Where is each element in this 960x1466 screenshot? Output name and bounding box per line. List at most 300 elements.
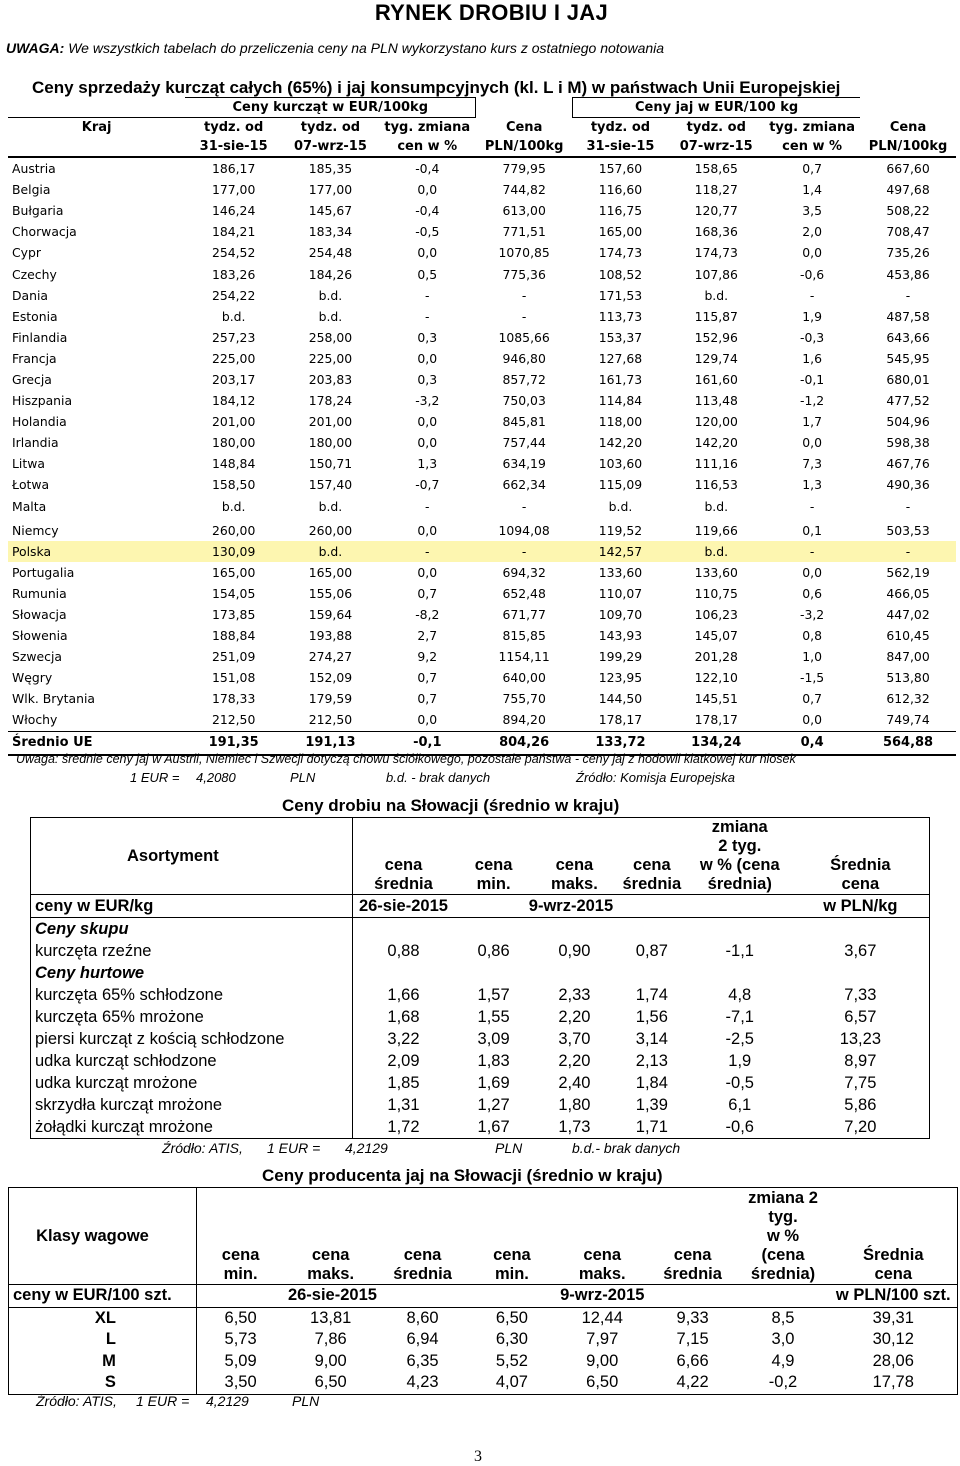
source-note: Źródło: ATIS, xyxy=(36,1393,117,1409)
table-cell: 755,70 xyxy=(502,691,546,707)
table-cell: 7,86 xyxy=(314,1330,347,1349)
section-label: Ceny hurtowe xyxy=(31,962,353,984)
table-cell: 640,00 xyxy=(502,670,546,686)
weight-class: M xyxy=(9,1351,197,1373)
table-cell: 118,00 xyxy=(598,414,643,430)
table-cell: 5,09 xyxy=(224,1351,257,1370)
table-row xyxy=(31,1072,930,1094)
table-cell: b.d. xyxy=(282,541,379,562)
table-cell: 0,0 xyxy=(417,245,438,261)
table-cell: b.d. xyxy=(318,287,343,303)
table-cell: 1,80 xyxy=(558,1095,591,1114)
table-cell: 107,86 xyxy=(694,266,738,282)
slovakia-poultry-table xyxy=(30,817,930,1139)
notice-text: We wszystkich tabelach do przeliczenia ceny na PLN wykorzystano kurs z ostatniego notowania xyxy=(68,40,665,56)
table-cell: 0,0 xyxy=(417,435,438,451)
table-cell: 178,24 xyxy=(308,393,353,409)
table-cell: 116,60 xyxy=(598,182,643,198)
weight-class-column-header: Klasy wagowe xyxy=(9,1188,197,1285)
product-name: kurczęta 65% schłodzone xyxy=(31,984,353,1006)
table-cell: - xyxy=(905,498,911,514)
table-cell: 1,71 xyxy=(616,1116,688,1139)
table-cell: 201,00 xyxy=(211,414,256,430)
rate-label: 1 EUR = xyxy=(267,1140,321,1156)
table-row xyxy=(8,411,956,432)
column-header: Średnia cena xyxy=(792,818,930,895)
table-cell: 171,53 xyxy=(598,287,643,303)
table-cell: 185,35 xyxy=(308,161,353,177)
country-name: Holandia xyxy=(12,414,67,430)
table-cell: 610,45 xyxy=(886,628,930,644)
table-cell: 150,71 xyxy=(308,456,353,472)
table-cell: 857,72 xyxy=(502,371,546,387)
table-cell: 165,00 xyxy=(598,224,643,240)
table-cell: 186,17 xyxy=(211,161,256,177)
table-cell: 118,27 xyxy=(694,182,738,198)
table-cell: b.d. xyxy=(318,498,343,514)
table-cell: 1094,08 xyxy=(498,522,550,538)
table-cell: 165,00 xyxy=(308,564,353,580)
rate-value: 4,2080 xyxy=(196,770,236,785)
table-cell: b.d. xyxy=(221,308,246,324)
table-cell: - xyxy=(425,498,430,514)
country-name: Czechy xyxy=(12,266,57,282)
table-cell: 1,84 xyxy=(635,1073,668,1092)
table-cell: -0,3 xyxy=(800,329,825,345)
table-cell: 6,50 xyxy=(284,1372,377,1394)
rate-currency: PLN xyxy=(292,1393,320,1409)
column-header: Średnia cena xyxy=(829,1188,957,1285)
table-cell: 562,19 xyxy=(886,564,930,580)
table-cell: 771,51 xyxy=(502,224,546,240)
table-cell: - xyxy=(521,287,527,303)
table-cell: 4,23 xyxy=(377,1372,468,1394)
country-name: Wlk. Brytania xyxy=(12,691,96,707)
table-cell: -1,1 xyxy=(725,941,754,960)
table-row xyxy=(8,709,956,731)
table-cell: 191,35 xyxy=(185,731,282,755)
table-cell: 203,17 xyxy=(211,371,256,387)
table-cell: 0,87 xyxy=(635,941,668,960)
country-name: Irlandia xyxy=(12,435,59,451)
table-cell: -0,1 xyxy=(379,731,476,755)
table-cell: 3,14 xyxy=(635,1029,668,1048)
table-cell: -1,2 xyxy=(800,393,825,409)
table-cell: 0,88 xyxy=(387,941,420,960)
table-cell: 1,85 xyxy=(387,1073,420,1092)
table-cell: 662,34 xyxy=(502,477,546,493)
table-cell: 845,81 xyxy=(502,414,546,430)
table-cell: 7,20 xyxy=(792,1116,930,1139)
table-cell: 183,26 xyxy=(211,266,256,282)
eu-average-row xyxy=(8,731,956,755)
table-cell: 113,73 xyxy=(598,308,643,324)
table-cell: 120,00 xyxy=(694,414,738,430)
rate-value: 4,2129 xyxy=(345,1140,388,1156)
table-cell: 6,57 xyxy=(792,1006,930,1028)
table-cell: 103,60 xyxy=(598,456,643,472)
date-header: 26-sie-2015 xyxy=(196,1285,468,1308)
table-cell: 145,67 xyxy=(308,203,353,219)
table-row xyxy=(8,453,956,474)
table-cell: -0,4 xyxy=(415,161,440,177)
date-header: 9-wrz-2015 xyxy=(454,895,688,918)
column-header: zmiana 2 tyg. w % (cena średnia) xyxy=(688,818,792,895)
unit-label: ceny w EUR/100 szt. xyxy=(9,1285,197,1308)
table-cell: 0,0 xyxy=(417,182,438,198)
table-cell: 180,00 xyxy=(308,435,353,451)
table-cell: 133,72 xyxy=(573,731,669,755)
table-cell: 6,1 xyxy=(728,1095,752,1114)
date-header: 26-sie-2015 xyxy=(352,895,454,918)
table-cell: 6,30 xyxy=(495,1330,528,1349)
table-cell: 0,0 xyxy=(417,522,438,538)
table-cell: 775,36 xyxy=(502,266,546,282)
column-subheader: 31-sie-15 xyxy=(573,137,669,157)
table-row xyxy=(31,1116,930,1139)
table-cell: 0,0 xyxy=(417,712,438,728)
table-cell: 133,60 xyxy=(694,564,738,580)
table-cell: 1,0 xyxy=(802,649,822,665)
table-cell: 134,24 xyxy=(668,731,764,755)
table-cell: 12,44 xyxy=(581,1308,623,1327)
column-subheader: 07-wrz-15 xyxy=(282,137,379,157)
table-cell: -0,6 xyxy=(800,266,825,282)
table-cell: 744,82 xyxy=(502,182,546,198)
table-cell: -3,2 xyxy=(415,393,440,409)
table-row xyxy=(8,583,956,604)
table-cell: 145,07 xyxy=(694,628,738,644)
country-name: Portugalia xyxy=(12,564,75,580)
table-cell: 129,74 xyxy=(694,350,738,366)
table-cell: 490,36 xyxy=(886,477,930,493)
table-cell: 946,80 xyxy=(502,350,546,366)
egg-class-rows xyxy=(9,1307,958,1394)
table-cell: 1,56 xyxy=(635,1007,668,1026)
table-cell: 9,33 xyxy=(676,1308,709,1327)
table-cell: 260,00 xyxy=(211,522,256,538)
country-name: Polska xyxy=(8,541,185,562)
country-name: Malta xyxy=(12,498,47,514)
table-cell: 225,00 xyxy=(308,350,353,366)
table-cell: 116,75 xyxy=(598,203,643,219)
country-name: Węgry xyxy=(12,670,53,686)
table-cell: 180,00 xyxy=(211,435,256,451)
table-cell: 2,0 xyxy=(802,224,822,240)
unit-label: ceny w EUR/kg xyxy=(31,895,353,918)
table-cell: 0,7 xyxy=(417,691,438,707)
table-cell: 804,26 xyxy=(476,731,573,755)
product-name: kurczęta 65% mrożone xyxy=(31,1006,353,1028)
table-cell: 7,33 xyxy=(792,984,930,1006)
table-cell: 28,06 xyxy=(829,1351,957,1373)
table-row xyxy=(8,474,956,495)
table-cell: 178,17 xyxy=(694,712,738,728)
table-cell: -1,5 xyxy=(800,670,825,686)
table-cell: 201,00 xyxy=(308,414,353,430)
table-cell: 179,59 xyxy=(308,691,353,707)
rate-label: 1 EUR = xyxy=(130,770,180,785)
table-cell: 497,68 xyxy=(886,182,930,198)
table-cell: -0,4 xyxy=(415,203,440,219)
table-cell: 127,68 xyxy=(598,350,643,366)
unit-pln-label: w PLN/kg xyxy=(792,895,930,918)
table-cell: - xyxy=(860,541,956,562)
table-row xyxy=(8,242,956,263)
table-row xyxy=(8,263,956,284)
table-cell: 508,22 xyxy=(886,203,930,219)
table-cell: 115,09 xyxy=(598,477,643,493)
table-cell: 130,09 xyxy=(185,541,282,562)
table-cell: 152,09 xyxy=(308,670,353,686)
table-cell: 1,3 xyxy=(802,477,822,493)
table-cell: 1,6 xyxy=(802,350,822,366)
table-cell: 5,86 xyxy=(792,1094,930,1116)
table-cell: 184,21 xyxy=(211,224,256,240)
table-cell: 1,9 xyxy=(802,308,822,324)
table-cell: 694,32 xyxy=(502,564,546,580)
table-cell: 113,48 xyxy=(694,393,738,409)
country-name: Słowacja xyxy=(12,607,67,623)
table-cell: 0,0 xyxy=(417,414,438,430)
table-cell: 1,9 xyxy=(728,1051,752,1070)
table-cell: 120,77 xyxy=(694,203,738,219)
table-cell: 158,50 xyxy=(211,477,256,493)
table-row xyxy=(8,285,956,306)
table-cell: 7,75 xyxy=(792,1072,930,1094)
table-cell: 148,84 xyxy=(211,456,256,472)
table-cell: 110,07 xyxy=(598,585,643,601)
table-row xyxy=(8,179,956,200)
table-cell: 1,83 xyxy=(477,1051,510,1070)
notice-label: UWAGA: xyxy=(6,40,65,56)
table-cell: - xyxy=(379,541,476,562)
table-row xyxy=(8,604,956,625)
table-row xyxy=(8,625,956,646)
average-label: Średnio UE xyxy=(8,731,185,755)
table-cell: 2,13 xyxy=(635,1051,668,1070)
unit-pln-label: w PLN/100 szt. xyxy=(829,1285,957,1308)
country-name: Francja xyxy=(12,350,57,366)
table-cell: 2,20 xyxy=(558,1007,591,1026)
table-cell: -0,6 xyxy=(688,1116,792,1139)
table-cell: 1085,66 xyxy=(498,329,550,345)
table-cell: 1,69 xyxy=(477,1073,510,1092)
table-cell: 503,53 xyxy=(886,522,930,538)
table-cell: - xyxy=(476,541,573,562)
table-cell: 4,8 xyxy=(728,985,752,1004)
purchase-prices-rows xyxy=(31,940,930,962)
rate-label: 1 EUR = xyxy=(136,1393,190,1409)
column-header: Cena xyxy=(505,119,543,135)
table-cell: 161,60 xyxy=(694,371,738,387)
table-cell: 735,26 xyxy=(886,245,930,261)
weight-class: XL xyxy=(9,1307,197,1329)
column-subheader: 31-sie-15 xyxy=(185,137,282,157)
table-cell: 178,17 xyxy=(598,712,643,728)
table-cell: 116,53 xyxy=(694,477,738,493)
table-row xyxy=(9,1307,958,1329)
table-cell: 155,06 xyxy=(308,585,353,601)
table-cell: 757,44 xyxy=(502,435,546,451)
table-cell: 0,86 xyxy=(477,941,510,960)
country-name: Rumunia xyxy=(12,585,67,601)
table-cell: 144,50 xyxy=(598,691,643,707)
table-cell: 13,81 xyxy=(310,1308,352,1327)
table-cell: 6,50 xyxy=(556,1372,649,1394)
table-row xyxy=(31,940,930,962)
table-cell: 612,32 xyxy=(886,691,930,707)
table-cell: 258,00 xyxy=(308,329,353,345)
table-cell: 17,78 xyxy=(829,1372,957,1394)
table-cell: 749,74 xyxy=(886,712,930,728)
table-row xyxy=(8,306,956,327)
table-cell: 894,20 xyxy=(502,712,546,728)
table-cell: 0,5 xyxy=(417,266,438,282)
table-cell: 1,39 xyxy=(635,1095,668,1114)
table-cell: -0,5 xyxy=(415,224,440,240)
table-cell: 168,36 xyxy=(694,224,738,240)
table-cell: - xyxy=(905,287,911,303)
column-header: tydz. od xyxy=(300,120,361,135)
table-cell: 146,24 xyxy=(211,203,256,219)
column-header: cena maks. xyxy=(533,818,616,895)
table-cell: 1,31 xyxy=(387,1095,420,1114)
table-cell: 161,73 xyxy=(598,371,643,387)
table-cell: 1,57 xyxy=(477,985,510,1004)
table-cell: 122,10 xyxy=(694,670,738,686)
table-cell: 145,51 xyxy=(694,691,738,707)
table-cell: -0,1 xyxy=(800,371,825,387)
table-cell: 39,31 xyxy=(829,1307,957,1329)
rate-value: 4,2129 xyxy=(206,1393,249,1409)
table-cell: 254,22 xyxy=(211,287,256,303)
table-cell: 109,70 xyxy=(598,607,643,623)
country-name: Niemcy xyxy=(12,522,59,538)
table-cell: 7,3 xyxy=(802,456,822,472)
table-cell: 750,03 xyxy=(502,393,546,409)
table-cell: 184,12 xyxy=(211,393,256,409)
table-cell: 564,88 xyxy=(860,731,956,755)
table-cell: 598,38 xyxy=(886,435,930,451)
table-cell: 0,0 xyxy=(417,350,438,366)
product-name: udka kurcząt schłodzone xyxy=(31,1050,353,1072)
table-cell: 212,50 xyxy=(211,712,256,728)
table-cell: 0,7 xyxy=(417,585,438,601)
product-name: żołądki kurcząt mrożone xyxy=(31,1116,353,1139)
country-name: Finlandia xyxy=(12,329,68,345)
source-note: Źródło: Komisja Europejska xyxy=(576,770,735,785)
column-header: tydz. od xyxy=(686,120,746,135)
table-cell: -3,2 xyxy=(800,607,825,623)
table-cell: 0,0 xyxy=(417,564,438,580)
table-row xyxy=(8,562,956,583)
table-row xyxy=(8,221,956,242)
table-cell: 1,67 xyxy=(454,1116,533,1139)
table-cell: 173,85 xyxy=(211,607,256,623)
section-label: Ceny skupu xyxy=(31,918,353,941)
table-cell: 2,20 xyxy=(558,1051,591,1070)
table-cell: 153,37 xyxy=(598,329,643,345)
table-cell: 184,26 xyxy=(308,266,353,282)
table-cell: b.d. xyxy=(318,308,343,324)
egg-prices-group-header: Ceny jaj w EUR/100 kg xyxy=(573,98,860,118)
product-name: udka kurcząt mrożone xyxy=(31,1072,353,1094)
table-cell: 643,66 xyxy=(886,329,930,345)
table-cell: 119,52 xyxy=(598,522,643,538)
table-row xyxy=(9,1372,958,1394)
table-cell: -0,5 xyxy=(725,1073,754,1092)
table-cell: 6,35 xyxy=(406,1351,439,1370)
table-cell: 5,52 xyxy=(495,1351,528,1370)
table-cell: 193,88 xyxy=(308,628,353,644)
table-cell: 3,67 xyxy=(792,940,930,962)
table-cell: 111,16 xyxy=(694,456,738,472)
table-cell: 3,50 xyxy=(196,1372,284,1394)
table-cell: 30,12 xyxy=(829,1329,957,1351)
table-cell: 157,40 xyxy=(308,477,353,493)
table-cell: 2,40 xyxy=(558,1073,591,1092)
table-cell: 142,20 xyxy=(598,435,643,451)
table-cell: 0,0 xyxy=(802,245,822,261)
table-cell: 487,58 xyxy=(886,308,930,324)
table-cell: 0,4 xyxy=(764,731,860,755)
country-name: Chorwacja xyxy=(12,224,77,240)
table-cell: 133,60 xyxy=(598,564,643,580)
column-header: cena maks. xyxy=(556,1188,649,1285)
no-data-note: b.d. - brak danych xyxy=(386,770,491,785)
table-cell: 504,96 xyxy=(886,414,930,430)
table-cell: 3,5 xyxy=(802,203,822,219)
table-cell: 203,83 xyxy=(308,371,353,387)
table-row xyxy=(31,1050,930,1072)
table-cell: 0,8 xyxy=(802,628,822,644)
table-cell: 110,75 xyxy=(694,585,738,601)
column-subheader: PLN/100kg xyxy=(860,137,956,157)
column-header: Cena xyxy=(889,119,927,135)
table-cell: 174,73 xyxy=(598,245,643,261)
table-cell: 114,84 xyxy=(598,393,643,409)
table-cell: 106,23 xyxy=(694,607,738,623)
column-header: zmiana 2 tyg. w % (cena średnia) xyxy=(737,1188,830,1285)
table-cell: 1,7 xyxy=(802,414,822,430)
table-cell: 2,33 xyxy=(558,985,591,1004)
table-row xyxy=(8,667,956,688)
table-cell: -0,7 xyxy=(415,477,440,493)
table-cell: 0,0 xyxy=(802,564,822,580)
table-cell: 257,23 xyxy=(211,329,256,345)
table-cell: 212,50 xyxy=(308,712,353,728)
column-header: cena średnia xyxy=(616,818,688,895)
eu-prices-table-title: Ceny sprzedaży kurcząt całych (65%) i jaj konsumpcyjnych (kl. L i M) w państwach Unii Europejskiej xyxy=(32,78,841,97)
country-name: Cypr xyxy=(12,245,41,261)
table-cell: 201,28 xyxy=(694,649,738,665)
table-cell: 2,09 xyxy=(387,1051,420,1070)
table-row xyxy=(8,369,956,390)
country-column-header: Kraj xyxy=(81,120,112,135)
table-cell: 8,97 xyxy=(792,1050,930,1072)
page-title: RYNEK DROBIU I JAJ xyxy=(374,0,608,25)
table-row xyxy=(31,1094,930,1116)
table-cell: 0,3 xyxy=(417,329,438,345)
table-cell: 4,9 xyxy=(771,1351,795,1370)
country-name: Szwecja xyxy=(12,649,62,665)
table-cell: 667,60 xyxy=(886,161,930,177)
table-cell: b.d. xyxy=(608,498,633,514)
table-cell: 260,00 xyxy=(308,522,353,538)
table-row xyxy=(31,1028,930,1050)
table-cell: -2,5 xyxy=(725,1029,754,1048)
